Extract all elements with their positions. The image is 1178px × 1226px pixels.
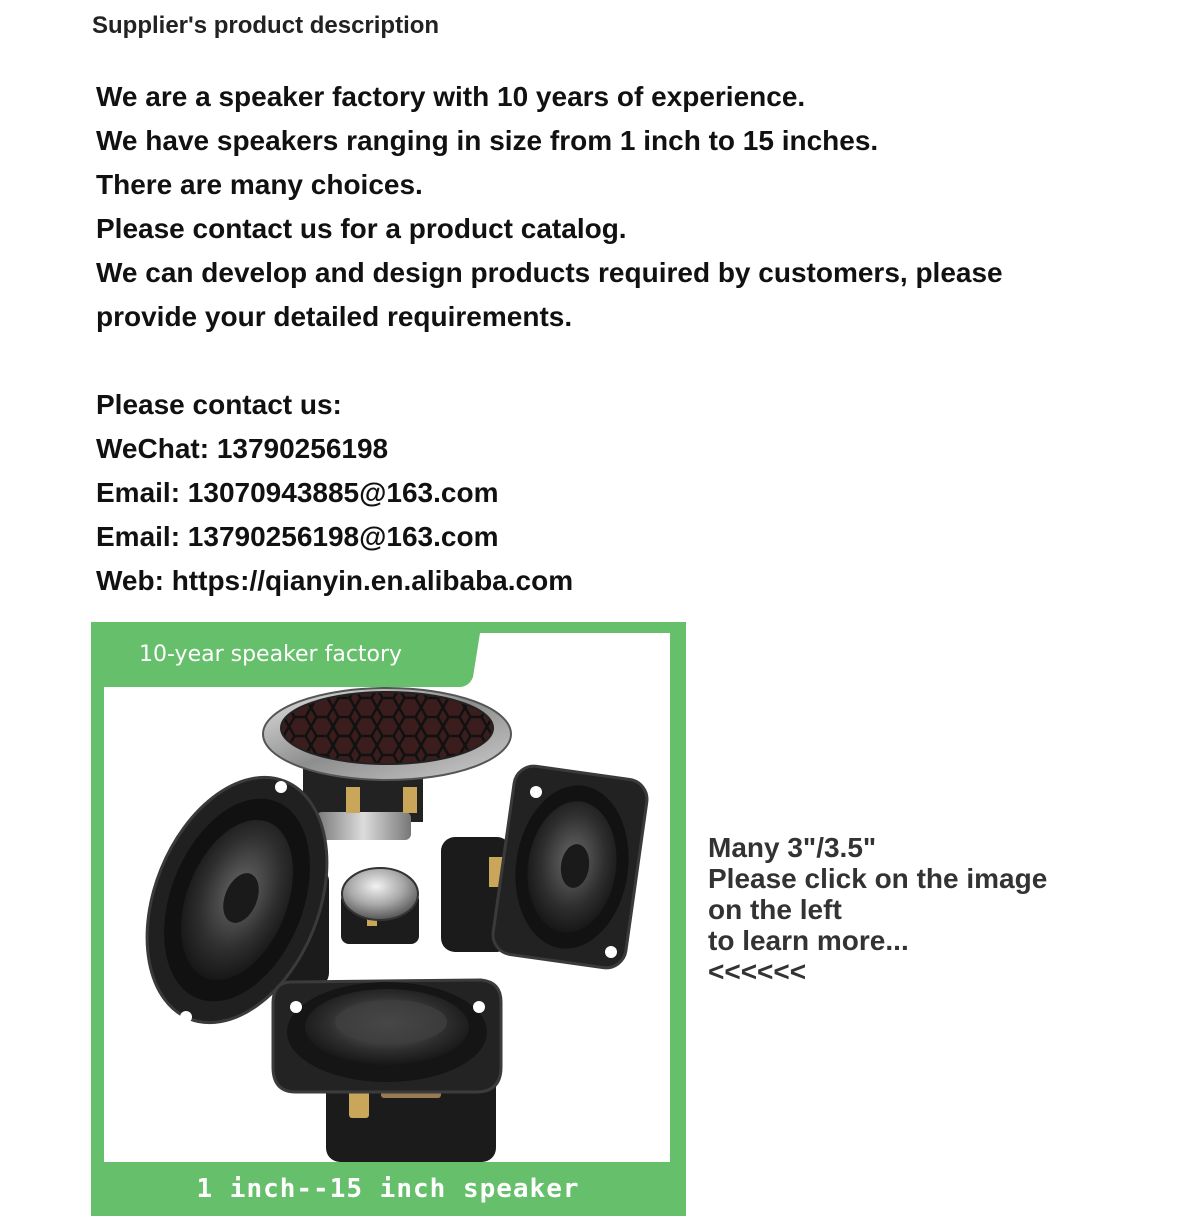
- product-image-link[interactable]: [91, 622, 686, 1216]
- spacer: [96, 339, 1096, 383]
- contact-email-2: Email: 13790256198@163.com: [96, 521, 499, 552]
- speaker-product-image: [91, 622, 686, 1216]
- top-banner-text: 10-year speaker factory: [139, 642, 403, 667]
- description-line-4: Please contact us for a product catalog.: [96, 213, 627, 244]
- description-line-5: We can develop and design products required by customers, please provide your detailed requirements.: [96, 257, 1003, 332]
- description-line-3: There are many choices.: [96, 169, 423, 200]
- product-description: [96, 75, 1096, 603]
- side-note-line-3: on the left: [708, 894, 842, 925]
- side-note: [708, 832, 1148, 987]
- description-line-2: We have speakers ranging in size from 1 inch to 15 inches.: [96, 125, 879, 156]
- description-line-1: We are a speaker factory with 10 years of experience.: [96, 81, 806, 112]
- center-tweeter: [341, 868, 419, 944]
- bottom-banner-text: 1 inch--15 inch speaker: [196, 1174, 580, 1204]
- side-note-line-2: Please click on the image: [708, 863, 1048, 894]
- side-note-line-4: to learn more...: [708, 925, 909, 956]
- contact-wechat: WeChat: 13790256198: [96, 433, 389, 464]
- section-title: Supplier's product description: [92, 12, 440, 39]
- side-note-line-1: Many 3"/3.5": [708, 832, 877, 863]
- contact-web: Web: https://qianyin.en.alibaba.com: [96, 565, 574, 596]
- side-note-arrows: <<<<<<: [708, 956, 807, 987]
- contact-heading: Please contact us:: [96, 389, 342, 420]
- contact-email-1: Email: 13070943885@163.com: [96, 477, 499, 508]
